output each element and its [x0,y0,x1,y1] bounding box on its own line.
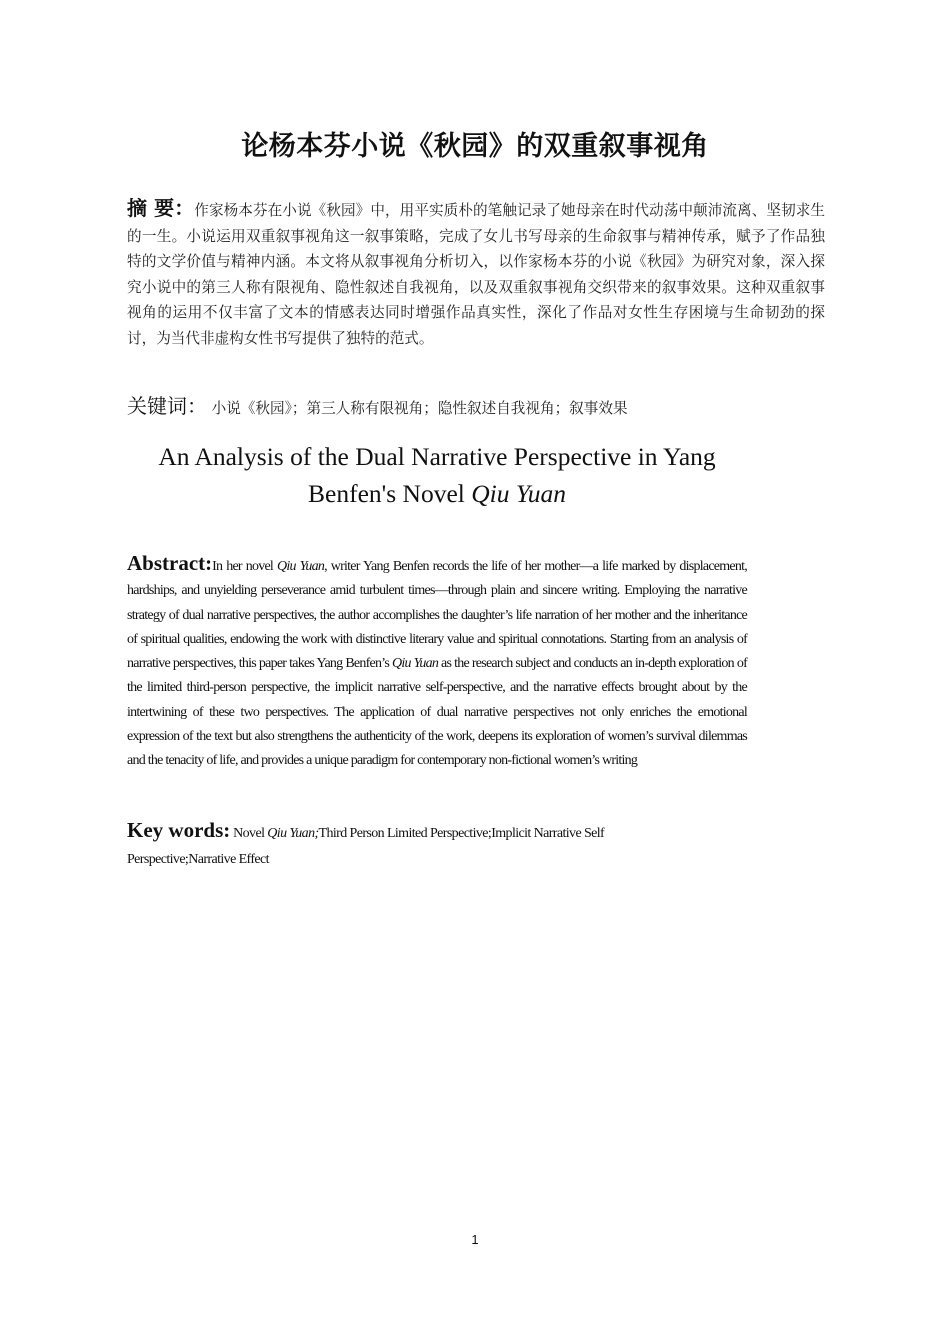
english-abstract [127,551,747,774]
chinese-keywords [127,390,825,419]
chinese-keywords-text: 小说《秋园》；第三人称有限视角；隐性叙述自我视角；叙事效果 [211,400,628,417]
english-keywords-label: Key words: [127,818,231,842]
english-abstract-part2: , writer Yang Benfen records the life of her mother—a life marked by displacement, hardships, and unyielding perseverance amid turbulent times—through plain and sincere writing. Employing the narrative strategy of dual narrative perspectives, the author accomplishes the daughter’s life narration of her mother and the inheritance of spiritual qualities, endowing the work with distinctive literary value and spiritual connotations. Starting from an analysis of narrative perspectives, this paper takes Yang Benfen’s [127,559,747,672]
chinese-abstract-label: 摘 要： [127,196,195,220]
english-abstract-part1: In her novel [212,559,277,574]
english-abstract-novel-name-1: Qiu Yuan [276,559,325,574]
english-abstract-novel-name-2: Qiu Yuan [392,656,439,672]
chinese-title: 论杨本芬小说《秋园》的双重叙事视角 [241,131,709,162]
english-title-novel-name: Qiu Yuan [471,479,566,508]
english-keywords-part2: Third Person Limited Perspective;Implicit Narrative Self Perspective;Narrative Effect [127,826,605,867]
chinese-abstract-text: 作家杨本芬在小说《秋园》中，用平实质朴的笔触记录了她母亲在时代动荡中颠沛流离、坚韧求生的一生。小说运用双重叙事视角这一叙事策略，完成了女儿书写母亲的生命叙事与精神传承，赋予了作品独特的文学价值与精神内涵。本文将从叙事视角分析切入，以作家杨本芬的小说《秋园》为研究对象，深入探究小说中的第三人称有限视角、隐性叙述自我视角，以及双重叙事视角交织带来的叙事效果。这种双重叙事视角的运用不仅丰富了文本的情感表达同时增强作品真实性，深化了作品对女性生存困境与生命韧劲的探讨，为当代非虚构女性书写提供了独特的范式。 [127,202,825,347]
english-abstract-part3: as the research subject and conducts an in-depth exploration of the limited third-person perspective, the implicit narrative self-perspective, and the narrative effects brought about by the intertwining of these two perspectives. The application of dual narrative perspectives not only enriches the emotional expression of the text but also strengthens the authenticity of the work, deepens its exploration of women’s survival dilemmas and the tenacity of life, and provides a unique paradigm for contemporary non-fictional women’s writing [127,656,747,769]
english-title [127,438,747,512]
english-title-line1: An Analysis of the Dual Narrative Perspective in Yang [158,442,716,471]
page-number: 1 [471,1232,479,1247]
english-keywords-part1: Novel [230,826,268,841]
english-keywords [127,817,707,873]
english-title-line2-prefix: Benfen's Novel [308,479,472,508]
english-keywords-novel-name: Qiu Yuan; [267,826,319,841]
chinese-abstract [127,196,825,352]
english-abstract-label: Abstract: [127,551,213,575]
chinese-keywords-label: 关键词： [127,394,207,418]
